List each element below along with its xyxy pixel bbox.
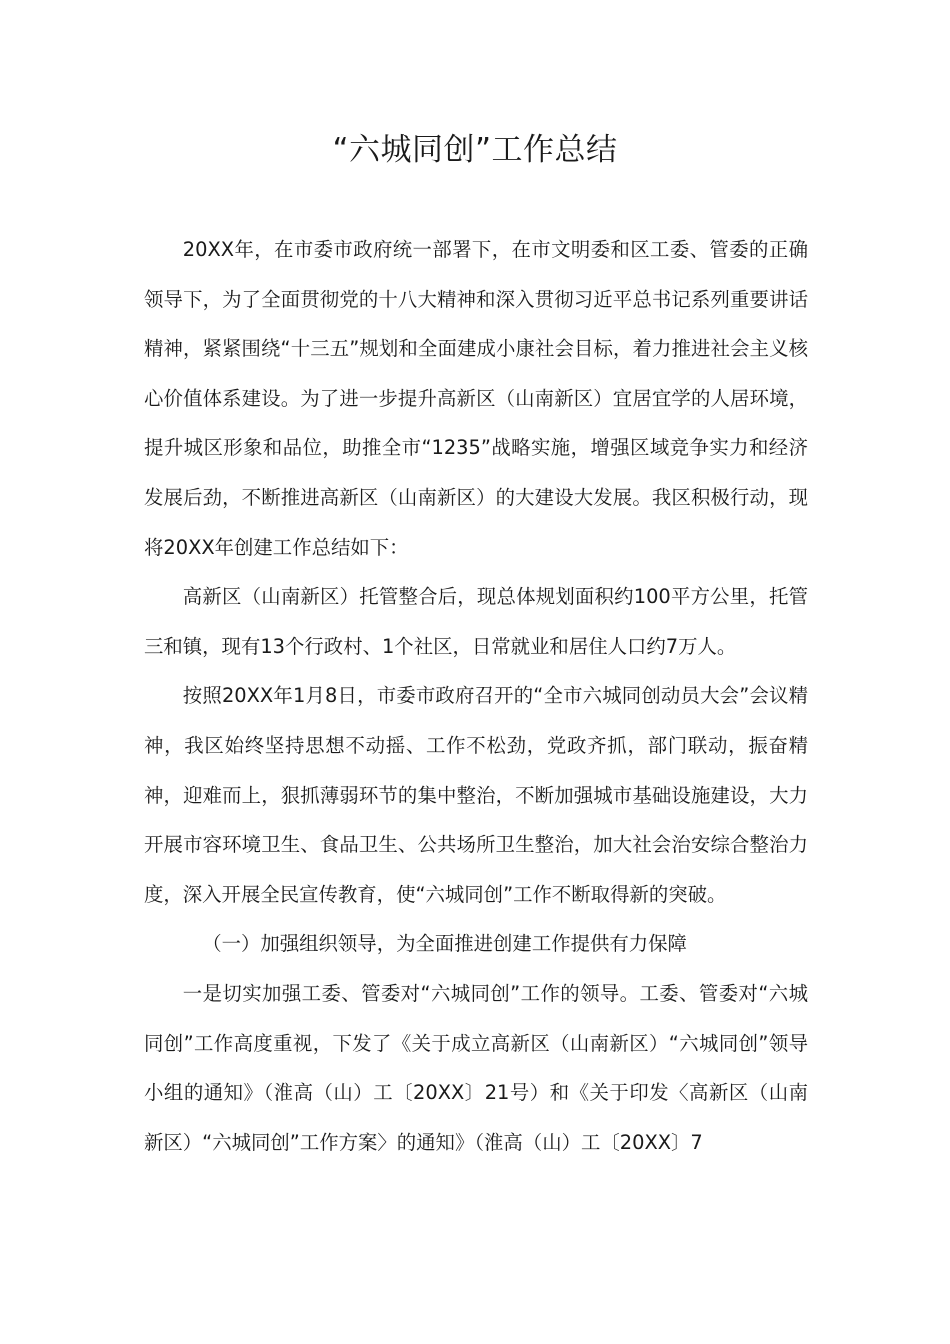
paragraph-overview: 高新区（山南新区）托管整合后，现总体规划面积约100平方公里，托管三和镇，现有13个行政村、1个社区，日常就业和居住人口约7万人。	[144, 585, 808, 658]
paragraph-meeting: 按照20XX年1月8日，市委市政府召开的“全市六城同创动员大会”会议精神，我区始终坚持思想不动摇、工作不松劲，党政齐抓，部门联动，振奋精神，迎难而上，狠抓薄弱环节的集中整治，不断加强城市基础设施建设，大力开展市容环境卫生、食品卫生、公共场所卫生整治，加大社会治安综合整治力度，深入开展全民宣传教育，使“六城同创”工作不断取得新的突破。	[144, 684, 808, 906]
paragraph-intro: 20XX年，在市委市政府统一部署下，在市文明委和区工委、管委的正确领导下，为了全面贯彻党的十八大精神和深入贯彻习近平总书记系列重要讲话精神，紧紧围绕“十三五”规划和全面建成小康社会目标，着力推进社会主义核心价值体系建设。为了进一步提升高新区（山南新区）宜居宜学的人居环境，提升城区形象和品位，助推全市“1235”战略实施，增强区域竞争实力和经济发展后劲，不断推进高新区（山南新区）的大建设大发展。我区积极行动，现将20XX年创建工作总结如下：	[144, 238, 808, 559]
paragraph-leadership: 一是切实加强工委、管委对“六城同创”工作的领导。工委、管委对“六城同创”工作高度重视，下发了《关于成立高新区（山南新区）“六城同创”领导小组的通知》（淮高（山）工〔20XX〕21号）和《关于印发〈高新区（山南新区）“六城同创”工作方案〉的通知》（淮高（山）工〔20XX〕7	[144, 981, 808, 1154]
document-title: “六城同创”工作总结	[332, 132, 618, 168]
section-heading: （一）加强组织领导，为全面推进创建工作提供有力保障	[202, 932, 687, 956]
document-body	[144, 225, 808, 1167]
